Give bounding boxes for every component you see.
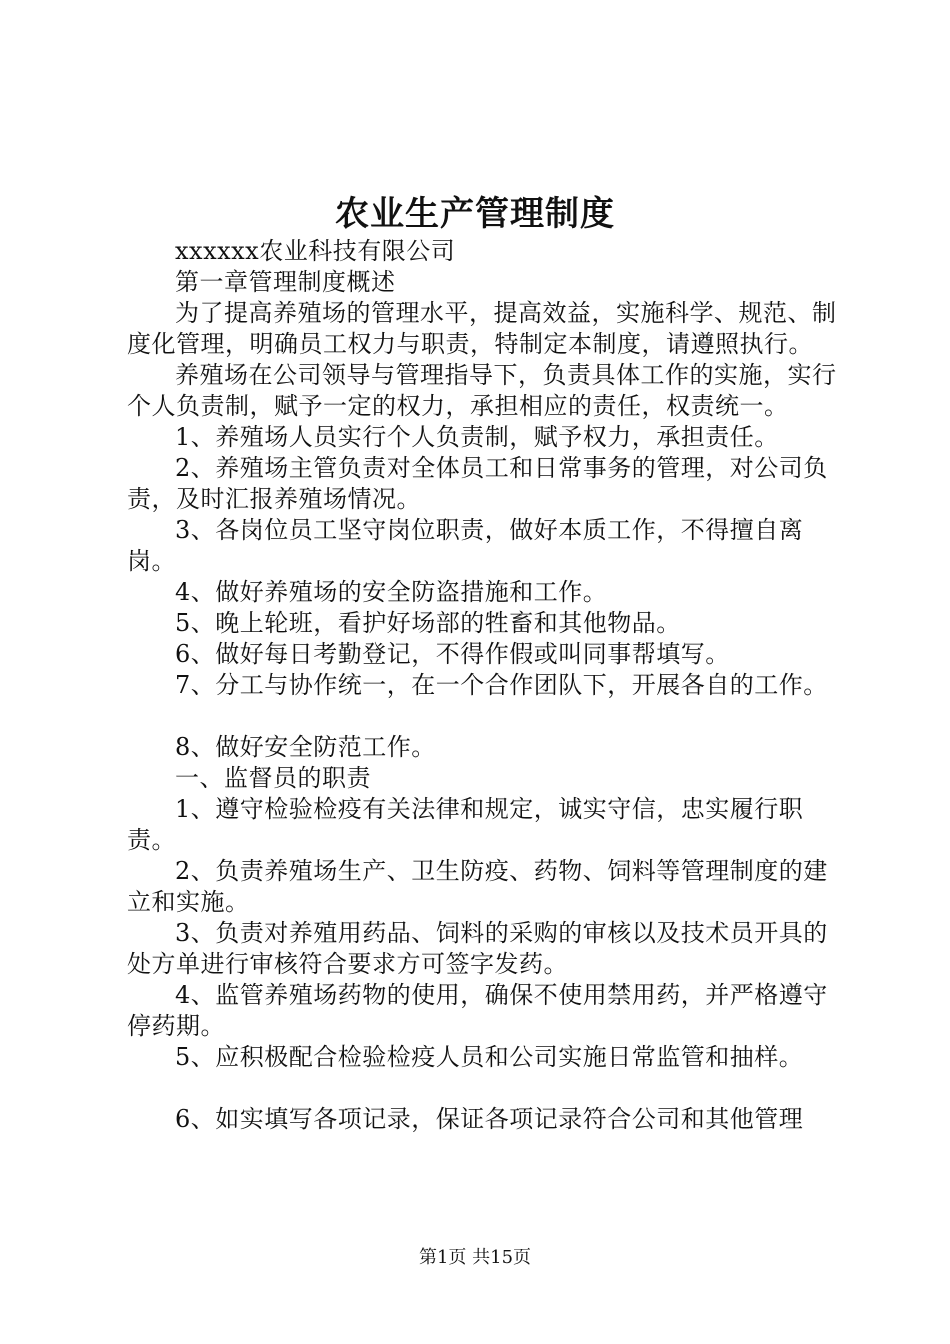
paragraph: 为了提高养殖场的管理水平，提高效益，实施科学、规范、制度化管理，明确员工权力与职责，特制定本制度，请遵照执行。 <box>127 299 837 358</box>
chapter-heading: 第一章管理制度概述 <box>175 268 396 296</box>
list-item: 1、养殖场人员实行个人负责制，赋予权力，承担责任。 <box>175 423 779 451</box>
list-item: 6、如实填写各项记录，保证各项记录符合公司和其他管理 <box>175 1105 804 1133</box>
paragraph: 养殖场在公司领导与管理指导下，负责具体工作的实施，实行个人负责制，赋予一定的权力，承担相应的责任，权责统一。 <box>127 361 837 420</box>
list-item: 8、做好安全防范工作。 <box>175 733 436 761</box>
list-item: 3、各岗位员工坚守岗位职责，做好本质工作，不得擅自离岗。 <box>127 516 804 575</box>
document-title: 农业生产管理制度 <box>335 194 615 234</box>
paragraph-spacer <box>127 1073 839 1104</box>
list-item: 1、遵守检验检疫有关法律和规定，诚实守信，忠实履行职责。 <box>127 795 804 854</box>
company-name: xxxxxx农业科技有限公司 <box>175 237 456 265</box>
list-item: 4、监管养殖场药物的使用，确保不使用禁用药，并严格遵守停药期。 <box>127 981 828 1040</box>
list-item: 7、分工与协作统一，在一个合作团队下，开展各自的工作。 <box>175 671 828 699</box>
list-item: 5、晚上轮班，看护好场部的牲畜和其他物品。 <box>175 609 681 637</box>
list-item: 4、做好养殖场的安全防盗措施和工作。 <box>175 578 608 606</box>
page-footer: 第1页 共15页 <box>418 1247 532 1268</box>
list-item: 2、养殖场主管负责对全体员工和日常事务的管理，对公司负责，及时汇报养殖场情况。 <box>127 454 828 513</box>
paragraph-spacer <box>127 701 839 732</box>
document-body <box>127 236 839 1135</box>
list-item: 3、负责对养殖用药品、饲料的采购的审核以及技术员开具的处方单进行审核符合要求方可签字发药。 <box>127 919 828 978</box>
list-item: 2、负责养殖场生产、卫生防疫、药物、饲料等管理制度的建立和实施。 <box>127 857 828 916</box>
list-item: 5、应积极配合检验检疫人员和公司实施日常监管和抽样。 <box>175 1043 804 1071</box>
list-item: 6、做好每日考勤登记，不得作假或叫同事帮填写。 <box>175 640 730 668</box>
section-heading: 一、监督员的职责 <box>175 764 371 792</box>
